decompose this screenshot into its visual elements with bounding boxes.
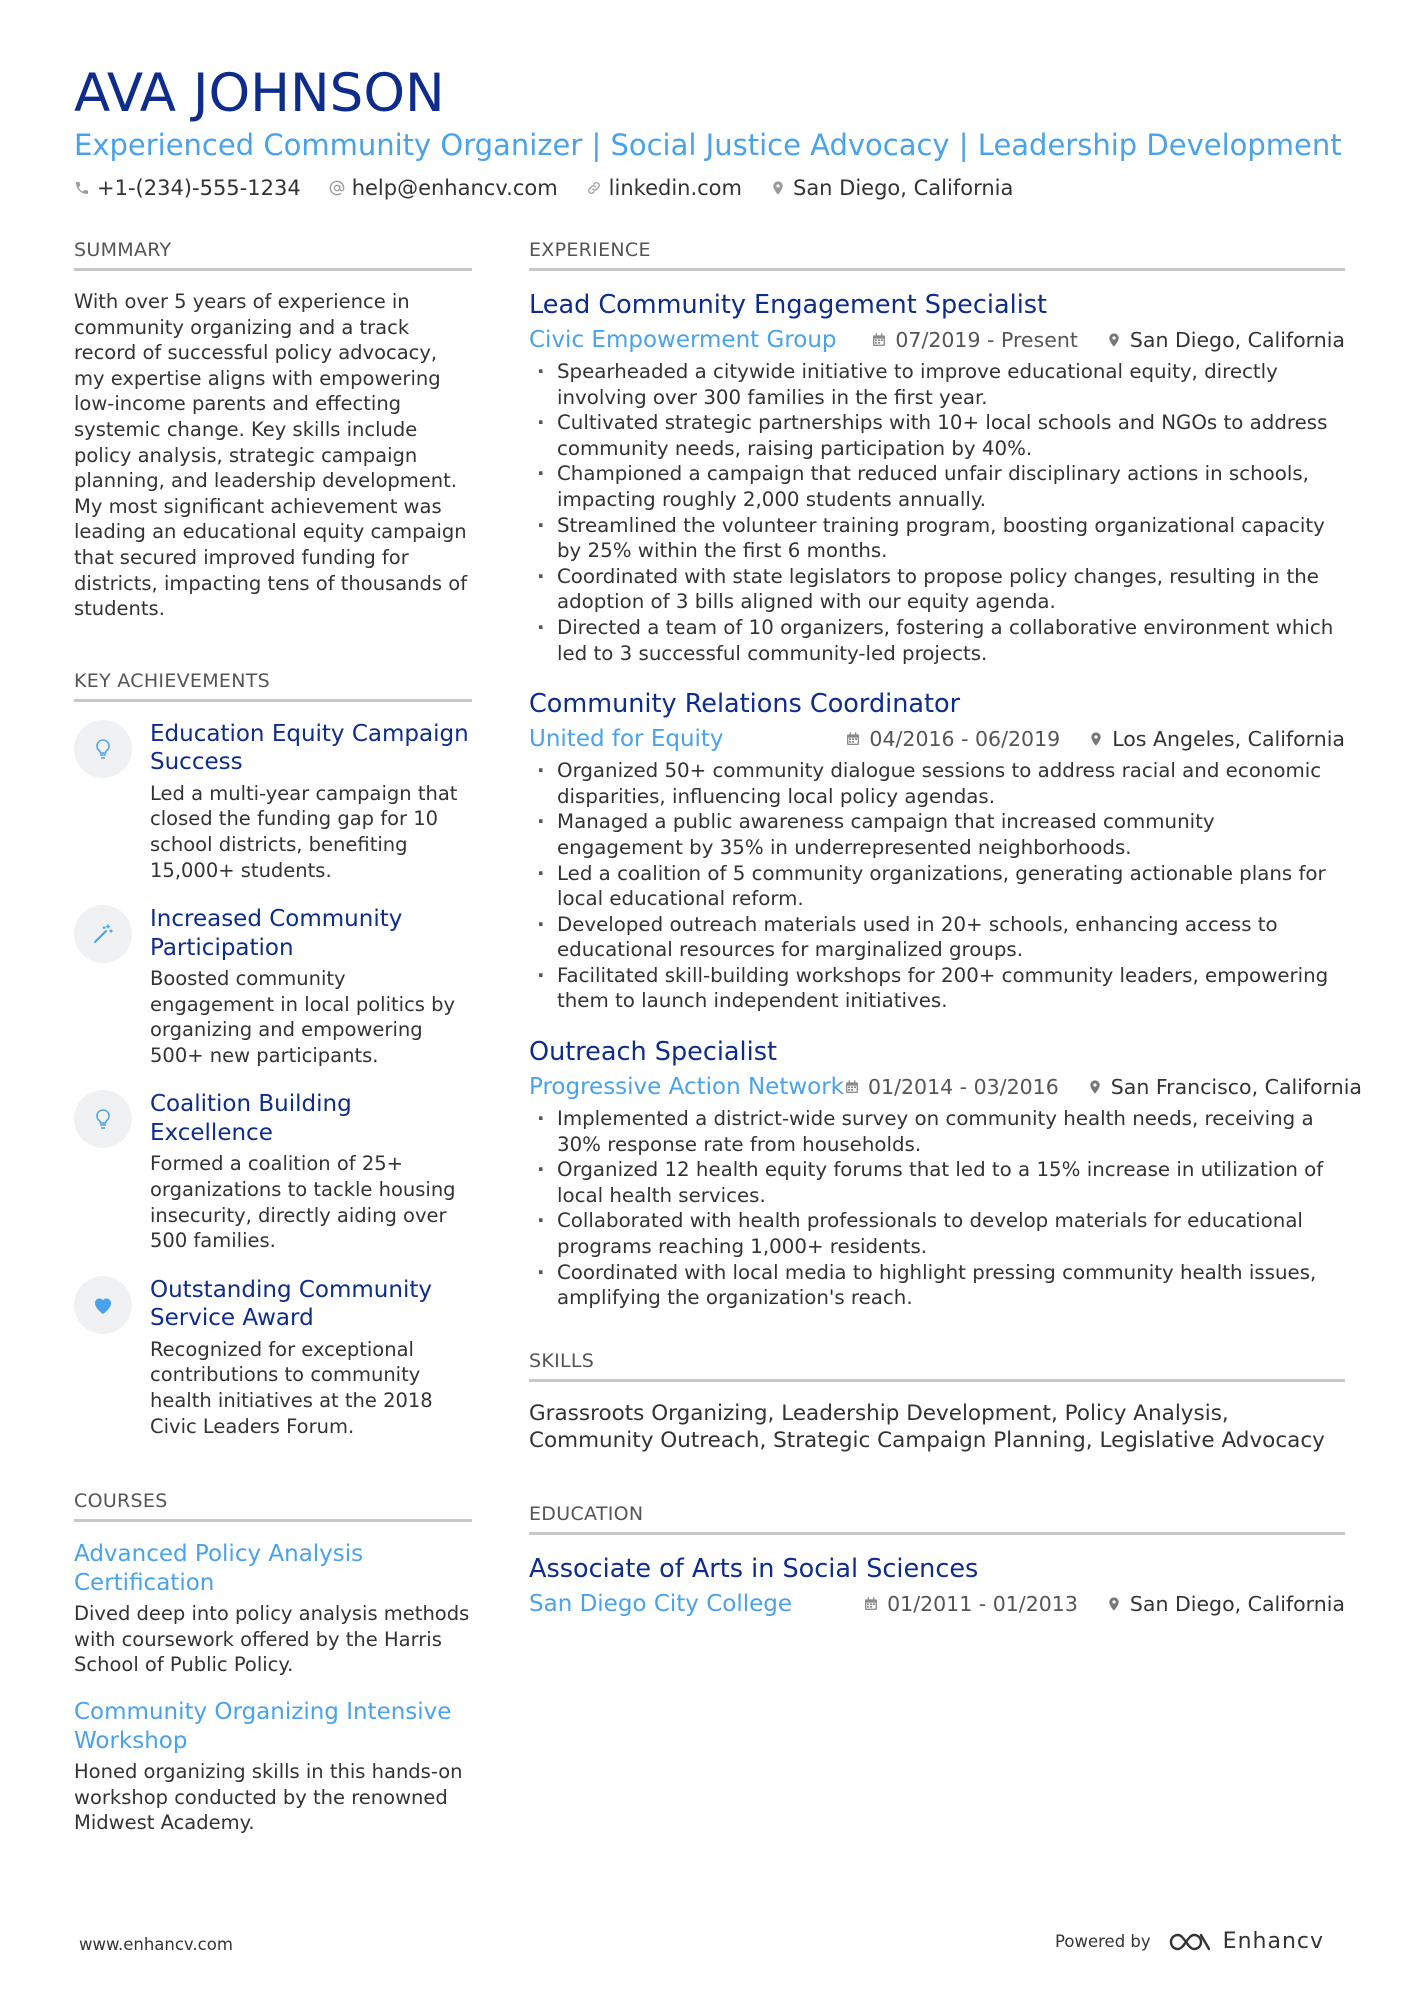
achievement-body xyxy=(150,1276,472,1439)
job-dates-text: 07/2019 - Present xyxy=(895,328,1078,352)
location-pin-icon xyxy=(1087,1079,1103,1095)
job-meta-right xyxy=(871,328,1345,352)
job-meta-right xyxy=(845,727,1345,751)
job-bullet: · Streamlined the volunteer training program, boosting organizational capacity by 25% within the first 6 months. xyxy=(529,513,1345,564)
job-bullet: · Managed a public awareness campaign that increased community engagement by 35% in underrepresented neighborhoods. xyxy=(529,809,1345,860)
job-meta xyxy=(529,1072,1362,1102)
link-icon xyxy=(586,180,602,196)
resume-header xyxy=(74,62,1344,200)
job-bullet: · Organized 12 health equity forums that led to a 15% increase in utilization of local health services. xyxy=(529,1157,1345,1208)
footer-website[interactable]: www.enhancv.com xyxy=(79,1935,233,1954)
job-location-text: San Diego, California xyxy=(1129,328,1345,352)
experience-heading: EXPERIENCE xyxy=(529,238,1345,271)
contact-phone-text: +1-(234)-555-1234 xyxy=(97,176,301,200)
magic-wand-icon xyxy=(91,922,115,946)
job-meta xyxy=(529,325,1345,355)
job-title: Outreach Specialist xyxy=(529,1037,778,1068)
enhancv-logo-icon xyxy=(1167,1930,1213,1954)
contact-phone[interactable] xyxy=(74,176,301,200)
summary-heading: SUMMARY xyxy=(74,238,472,271)
achievement-title: Outstanding Community Service Award xyxy=(150,1276,432,1332)
job-company: Civic Empowerment Group xyxy=(529,327,837,353)
job-company: Progressive Action Network xyxy=(529,1074,844,1101)
location-pin-icon xyxy=(1106,1596,1122,1612)
job-bullets xyxy=(529,758,1345,1014)
achievement-body xyxy=(150,720,472,883)
location-pin-icon xyxy=(1088,731,1104,747)
job-entry xyxy=(529,688,1345,1014)
achievement-desc: Boosted community engagement in local politics by organizing and empowering 500+ new participants. xyxy=(150,967,456,1067)
achievements-section xyxy=(74,669,472,1440)
summary-section xyxy=(74,238,472,622)
contact-linkedin-text: linkedin.com xyxy=(608,176,742,200)
education-degree: Associate of Arts in Social Sciences xyxy=(529,1553,979,1584)
job-bullet: · Championed a campaign that reduced unfair disciplinary actions in schools, impacting roughly 2,000 students annually. xyxy=(529,461,1345,512)
course-item xyxy=(74,1698,472,1836)
education-school: San Diego City College xyxy=(529,1590,793,1617)
job-dates xyxy=(871,328,1078,352)
skills-text: Grassroots Organizing, Leadership Development, Policy Analysis, Community Outreach, Strategic Campaign Planning, Legislative Advocacy xyxy=(529,1400,1325,1453)
job-bullet: · Collaborated with health professionals to develop materials for educational programs reaching 1,000+ residents. xyxy=(529,1208,1345,1259)
experience-section xyxy=(529,238,1362,1311)
achievement-body xyxy=(150,1090,472,1253)
job-bullet: · Led a coalition of 5 community organizations, generating actionable plans for local educational reform. xyxy=(529,861,1345,912)
job-meta xyxy=(529,724,1345,754)
achievement-icon-wrap xyxy=(74,1276,132,1334)
contact-email[interactable] xyxy=(329,176,558,200)
achievement-item xyxy=(74,1276,472,1439)
job-location xyxy=(1087,1075,1362,1099)
right-column xyxy=(529,238,1362,1623)
job-bullets xyxy=(529,1106,1345,1311)
calendar-icon xyxy=(863,1596,879,1612)
job-bullet: · Developed outreach materials used in 20+ schools, enhancing access to educational resources for marginalized groups. xyxy=(529,912,1345,963)
lightbulb-icon xyxy=(91,1107,115,1131)
job-bullet: · Directed a team of 10 organizers, fostering a collaborative environment which led to 3 successful community-led projects. xyxy=(529,615,1345,666)
contact-linkedin[interactable] xyxy=(586,176,742,200)
location-pin-icon xyxy=(770,180,786,196)
job-bullet: · Coordinated with local media to highlight pressing community health issues, amplifying the organization's reach. xyxy=(529,1260,1345,1311)
powered-by-label: Powered by xyxy=(1055,1932,1151,1951)
job-location-text: Los Angeles, California xyxy=(1112,727,1345,752)
candidate-name: AVA JOHNSON xyxy=(74,63,445,124)
education-meta-right xyxy=(863,1592,1345,1616)
summary-text: With over 5 years of experience in community organizing and a track record of successful policy advocacy, my expertise aligns with empowering low-income parents and effecting systemic change. Key skills include policy analysis, strategic campaign planning, and leadership development. My most significant achievement was leading an educational equity campaign that secured improved funding for districts, impacting tens of thousands of students. xyxy=(74,290,468,621)
job-bullet: · Coordinated with state legislators to propose policy changes, resulting in the adoption of 3 bills aligned with our equity agenda. xyxy=(529,564,1345,615)
job-bullet: · Organized 50+ community dialogue sessions to address racial and economic disparities, influencing local policy agendas. xyxy=(529,758,1345,809)
job-location xyxy=(1088,727,1345,751)
job-title: Community Relations Coordinator xyxy=(529,689,961,720)
contact-row xyxy=(74,176,1344,200)
contact-location xyxy=(770,176,1013,200)
contact-email-text: help@enhancv.com xyxy=(351,176,558,200)
left-column xyxy=(74,238,472,1856)
job-bullet: · Spearheaded a citywide initiative to improve educational equity, directly involving over 300 families in the first year. xyxy=(529,359,1345,410)
achievement-desc: Recognized for exceptional contributions to community health initiatives at the 2018 Civic Leaders Forum. xyxy=(150,1337,433,1438)
education-meta xyxy=(529,1589,1345,1619)
job-bullet: · Implemented a district-wide survey on community health needs, receiving a 30% response rate from households. xyxy=(529,1106,1345,1157)
job-dates-text: 01/2014 - 03/2016 xyxy=(868,1075,1059,1100)
page-footer xyxy=(0,1927,1410,1967)
achievement-icon-wrap xyxy=(74,1090,132,1148)
course-title: Advanced Policy Analysis Certification xyxy=(74,1541,364,1596)
courses-heading: COURSES xyxy=(74,1489,472,1522)
achievement-title: Increased Community Participation xyxy=(150,906,403,961)
job-title: Lead Community Engagement Specialist xyxy=(529,290,1048,320)
job-dates xyxy=(844,1075,1059,1099)
achievement-item xyxy=(74,720,472,883)
job-bullet: · Cultivated strategic partnerships with 10+ local schools and NGOs to address community needs, raising participation by 40%. xyxy=(529,410,1345,461)
achievement-desc: Formed a coalition of 25+ organizations to tackle housing insecurity, directly aiding over 500 families. xyxy=(150,1152,456,1253)
skills-heading: SKILLS xyxy=(529,1349,1345,1382)
job-meta-right xyxy=(844,1075,1362,1099)
footer-branding xyxy=(1055,1929,1324,1954)
location-pin-icon xyxy=(1106,332,1122,348)
education-section xyxy=(529,1502,1345,1619)
job-entry xyxy=(529,289,1345,666)
calendar-icon xyxy=(871,332,887,348)
achievements-heading: KEY ACHIEVEMENTS xyxy=(74,669,472,702)
calendar-icon xyxy=(844,1079,860,1095)
phone-icon xyxy=(74,180,90,196)
at-icon xyxy=(329,180,345,196)
contact-location-text: San Diego, California xyxy=(792,176,1014,200)
achievement-desc: Led a multi-year campaign that closed the funding gap for 10 school districts, benefiting 15,000+ students. xyxy=(150,781,458,882)
achievement-icon-wrap xyxy=(74,905,132,963)
job-dates xyxy=(845,727,1060,751)
job-location xyxy=(1106,328,1345,352)
achievement-title: Coalition Building Excellence xyxy=(150,1091,352,1146)
education-location-text: San Diego, California xyxy=(1129,1591,1345,1616)
achievement-item xyxy=(74,905,472,1068)
job-bullet: · Facilitated skill-building workshops for 200+ community leaders, empowering them to launch independent initiatives. xyxy=(529,963,1345,1014)
achievement-item xyxy=(74,1090,472,1253)
enhancv-brand-text: Enhancv xyxy=(1222,1929,1324,1954)
heart-icon xyxy=(91,1293,115,1317)
job-dates-text: 04/2016 - 06/2019 xyxy=(869,727,1061,752)
candidate-tagline: Experienced Community Organizer | Social Justice Advocacy | Leadership Development xyxy=(74,128,1342,162)
job-company: United for Equity xyxy=(529,726,724,753)
lightbulb-icon xyxy=(91,737,115,761)
achievement-body xyxy=(150,905,472,1068)
education-dates-text: 01/2011 - 01/2013 xyxy=(887,1591,1078,1616)
calendar-icon xyxy=(845,731,861,747)
education-heading: EDUCATION xyxy=(529,1502,1345,1535)
courses-section xyxy=(74,1489,472,1836)
job-location-text: San Francisco, California xyxy=(1110,1075,1362,1100)
course-desc: Honed organizing skills in this hands-on workshop conducted by the renowned Midwest Academy. xyxy=(74,1760,463,1835)
skills-section xyxy=(529,1349,1345,1454)
job-entry xyxy=(529,1036,1362,1311)
course-desc: Dived deep into policy analysis methods with coursework offered by the Harris School of Public Policy. xyxy=(74,1602,470,1677)
achievement-title: Education Equity Campaign Success xyxy=(150,720,469,776)
education-location xyxy=(1106,1592,1345,1616)
course-title: Community Organizing Intensive Workshop xyxy=(74,1699,452,1754)
achievement-icon-wrap xyxy=(74,720,132,778)
course-item xyxy=(74,1540,472,1678)
enhancv-logo[interactable] xyxy=(1167,1929,1324,1954)
job-bullets xyxy=(529,359,1345,666)
education-dates xyxy=(863,1592,1078,1616)
